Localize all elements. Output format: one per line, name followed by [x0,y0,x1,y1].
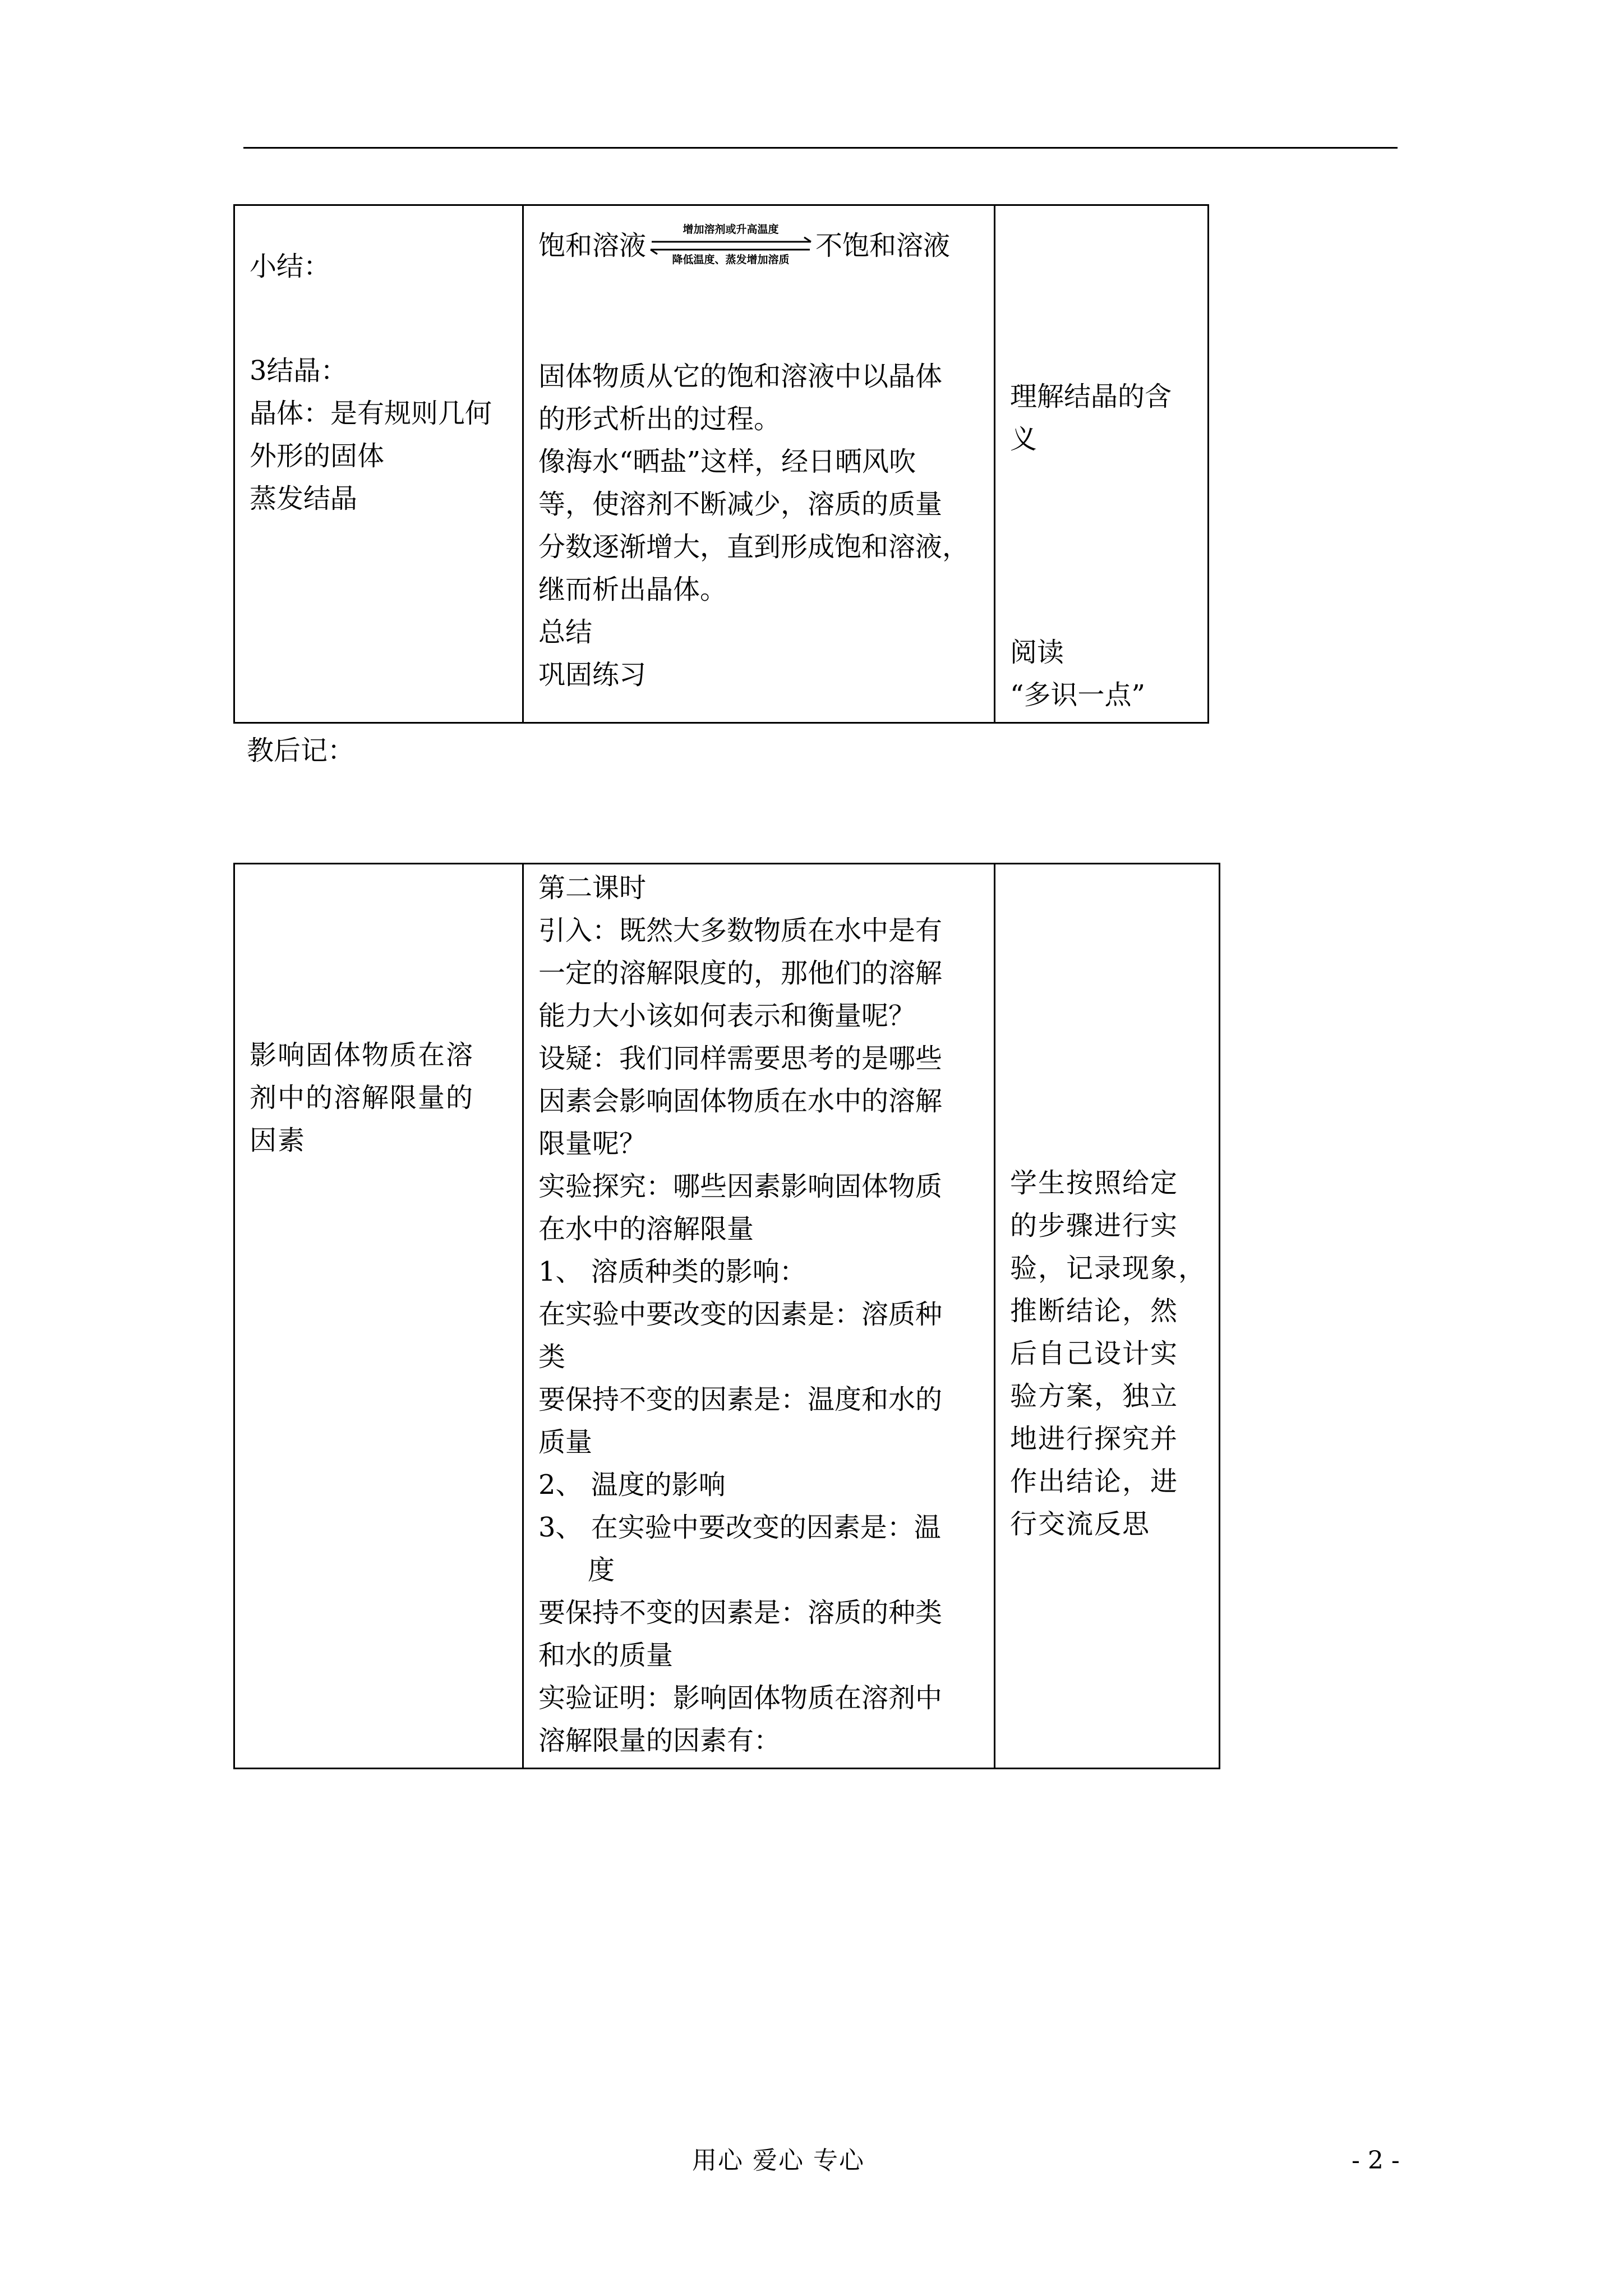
crystal-definition: 外形的固体 [250,440,385,472]
activity-line: 作出结论，进 [1010,1466,1179,1497]
lesson-table-2 [233,863,1220,1769]
saturated-solution: 饱和溶液 [538,230,647,261]
unsaturated-solution: 不饱和溶液 [815,230,951,261]
post-lesson-note: 教后记： [247,735,355,766]
crystallization-definition: 固体物质从它的饱和溶液中以晶体 [538,361,943,392]
content-line: 实验探究：哪些因素影响固体物质 [538,1171,943,1202]
content-line: 要保持不变的因素是：溶质的种类 [538,1597,943,1628]
table2-col-content [523,864,995,1769]
footer-motto: 用心 爱心 专心 [692,2146,865,2175]
crystallization-definition: 的形式析出的过程。 [538,403,781,435]
summary-item: 总结 [538,616,593,648]
content-line: 要保持不变的因素是：温度和水的 [538,1384,943,1415]
content-line: 一定的溶解限度的，那他们的溶解 [538,958,943,989]
table2-col-activity [995,864,1220,1769]
activity-line: 推断结论，然 [1010,1295,1179,1327]
content-line: 类 [538,1341,566,1373]
activity-line: 后自己设计实 [1010,1338,1179,1369]
learning-goal: 义 [1010,424,1038,455]
lesson-table-1 [233,204,1209,724]
page-number: - 2 - [1352,2146,1400,2175]
topic-title: 因素 [250,1125,306,1156]
section-title: 3结晶： [250,355,348,386]
content-line: 因素会影响固体物质在水中的溶解 [538,1085,943,1117]
content-line: 和水的质量 [538,1640,674,1671]
crystal-definition: 晶体：是有规则几何 [250,398,492,429]
sea-salt-text: 像海水“晒盐”这样，经日晒风吹 [538,446,916,477]
content-line: 度 [588,1554,615,1586]
content-line: 实验证明：影响固体物质在溶剂中 [538,1682,943,1714]
content-line: 3、 在实验中要改变的因素是：温 [538,1512,941,1543]
evaporation-crystallization: 蒸发结晶 [250,483,358,514]
table2-col-topic [234,864,523,1769]
content-line: 引入：既然大多数物质在水中是有 [538,915,943,946]
sea-salt-text: 继而析出晶体。 [538,574,727,605]
content-line: 1、 溶质种类的影响： [538,1256,806,1287]
content-line: 在实验中要改变的因素是：溶质种 [538,1299,943,1330]
header-rule [243,147,1398,149]
table1-col-activity [995,205,1209,723]
topic-title: 影响固体物质在溶 [250,1039,474,1071]
saturation-equation [538,220,981,271]
lesson-period: 第二课时 [538,872,647,904]
content-line: 限量呢？ [538,1128,647,1159]
sea-salt-text: 分数逐渐增大，直到形成饱和溶液， [538,531,970,563]
content-line: 质量 [538,1427,593,1458]
content-line: 溶解限量的因素有： [538,1725,781,1756]
reading-label: 阅读 [1010,637,1064,668]
topic-title: 剂中的溶解限量的 [250,1082,474,1114]
practice-item: 巩固练习 [538,659,647,691]
learning-goal: 理解结晶的含 [1010,381,1172,412]
activity-line: 验，记录现象， [1010,1253,1207,1284]
table-row [234,864,1220,1769]
activity-line: 验方案，独立 [1010,1381,1179,1412]
arrow-condition-reverse: 降低温度、蒸发增加溶质 [672,254,790,266]
content-line: 设疑：我们同样需要思考的是哪些 [538,1043,943,1074]
reading-item: “多识一点” [1010,679,1146,711]
activity-line: 的步骤进行实 [1010,1210,1179,1241]
activity-line: 地进行探究并 [1010,1423,1179,1455]
reversible-arrow [647,220,814,271]
content-line: 能力大小该如何表示和衡量呢？ [538,1000,916,1032]
activity-line: 行交流反思 [1010,1508,1151,1540]
arrow-condition-forward: 增加溶剂或升高温度 [683,223,779,236]
sea-salt-text: 等，使溶剂不断减少，溶质的质量 [538,489,943,520]
table1-col-topic [234,205,523,723]
table-row [234,205,1209,723]
activity-line: 学生按照给定 [1010,1167,1179,1199]
summary-label: 小结： [250,251,331,282]
content-line: 2、 温度的影响 [538,1469,726,1501]
content-line: 在水中的溶解限量 [538,1213,754,1245]
table1-col-content [523,205,995,723]
